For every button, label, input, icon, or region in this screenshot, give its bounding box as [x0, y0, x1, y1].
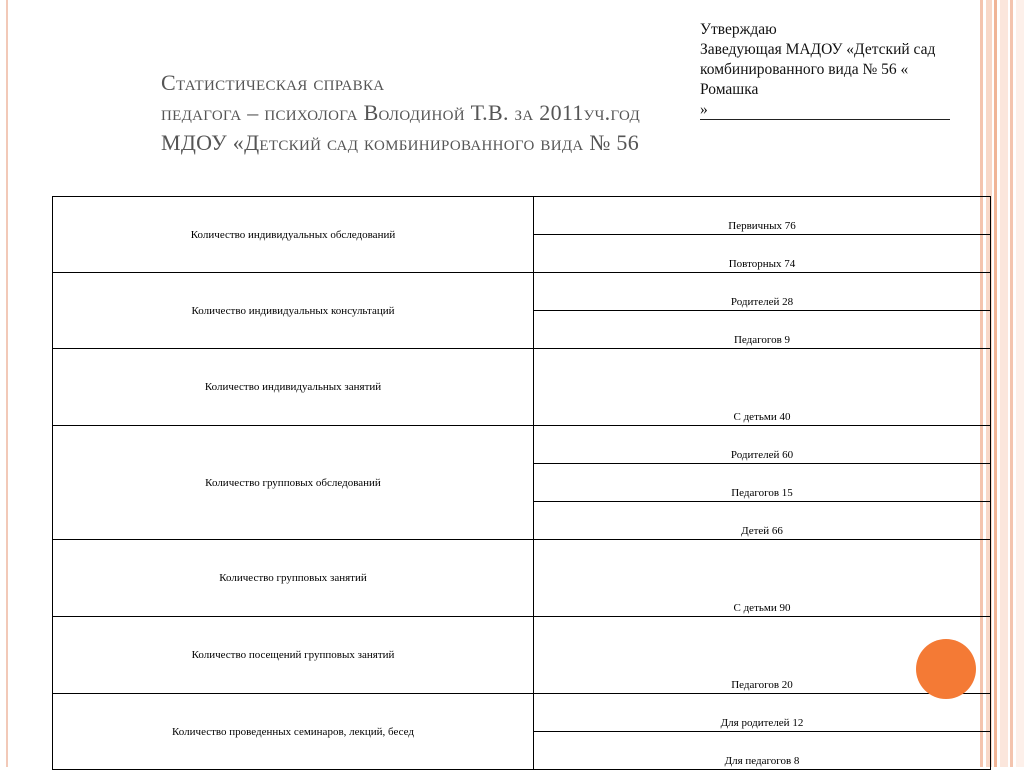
- title-line: педагога – психолога Володиной Т.В. за 2011уч.год: [161, 100, 640, 125]
- row-label: Количество индивидуальных обследований: [53, 197, 534, 273]
- approval-line: Утверждаю: [700, 21, 777, 38]
- page-title: [161, 68, 801, 158]
- table-row: [53, 273, 991, 311]
- statistics-table: [52, 196, 991, 770]
- row-value: Родителей 28: [534, 273, 991, 311]
- table-row: [53, 426, 991, 464]
- approval-line: »: [700, 101, 708, 118]
- title-line: Статистическая справка: [161, 70, 385, 95]
- decorative-orange-circle: [916, 639, 976, 699]
- row-label: Количество проведенных семинаров, лекций, бесед: [53, 694, 534, 770]
- row-value: Повторных 74: [534, 235, 991, 273]
- row-value: Родителей 60: [534, 426, 991, 464]
- row-value: Педагогов 15: [534, 464, 991, 502]
- row-label: Количество индивидуальных консультаций: [53, 273, 534, 349]
- row-value: Педагогов 20: [534, 617, 991, 694]
- left-border-line: [6, 0, 8, 767]
- row-value: Для родителей 12: [534, 694, 991, 732]
- approval-line: Заведующая МАДОУ «Детский сад: [700, 41, 936, 58]
- title-line: МДОУ «Детский сад комбинированного вида № 56: [161, 130, 640, 155]
- row-value: С детьми 90: [534, 540, 991, 617]
- table-row: [53, 540, 991, 617]
- row-value: Педагогов 9: [534, 311, 991, 349]
- row-label: Количество групповых обследований: [53, 426, 534, 540]
- row-label: Количество групповых занятий: [53, 540, 534, 617]
- row-value: Детей 66: [534, 502, 991, 540]
- table-row: [53, 197, 991, 235]
- approval-line: комбинированного вида № 56 « Ромашка: [700, 61, 909, 98]
- decorative-stripe: [1010, 0, 1013, 767]
- row-value: С детьми 40: [534, 349, 991, 426]
- row-value: Первичных 76: [534, 197, 991, 235]
- decorative-stripe: [1016, 0, 1024, 767]
- decorative-stripe: [1000, 0, 1008, 767]
- table-row: [53, 617, 991, 694]
- table-row: [53, 694, 991, 732]
- row-label: Количество индивидуальных занятий: [53, 349, 534, 426]
- table-row: [53, 349, 991, 426]
- decorative-stripe: [994, 0, 997, 767]
- row-label: Количество посещений групповых занятий: [53, 617, 534, 694]
- row-value: Для педагогов 8: [534, 732, 991, 770]
